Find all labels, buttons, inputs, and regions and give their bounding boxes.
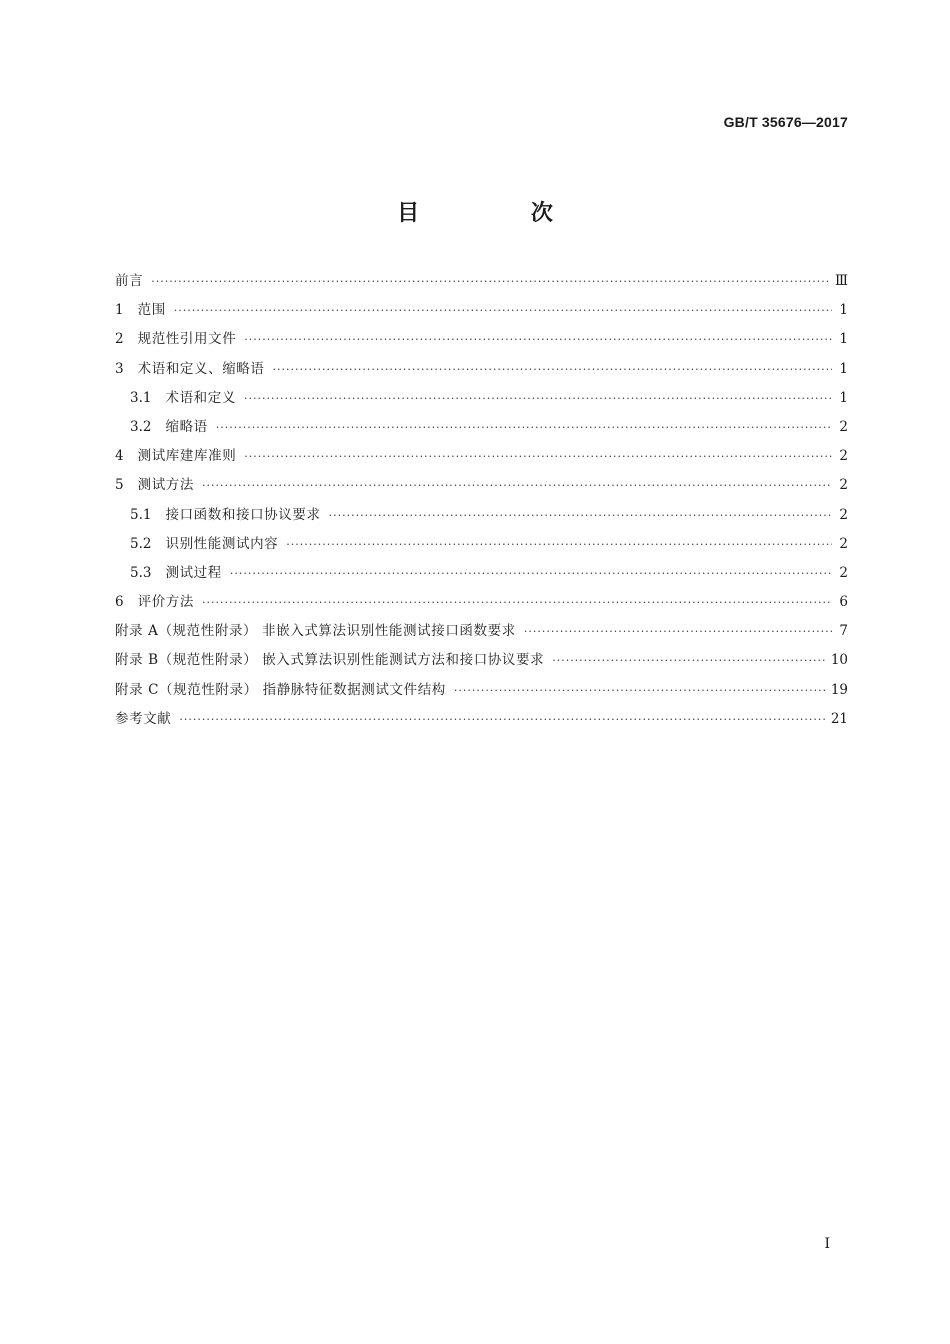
toc-entry-page: 1 xyxy=(839,389,848,406)
toc-entry-page: 2 xyxy=(839,448,848,465)
toc-entry[interactable] xyxy=(115,444,848,473)
toc-leader-dots xyxy=(174,304,832,317)
toc-entry-title: 缩略语 xyxy=(165,418,208,435)
toc-entry-number: 2 xyxy=(115,331,124,348)
toc-entry-number: 1 xyxy=(115,302,124,319)
toc-entry[interactable] xyxy=(115,386,848,415)
toc-entry-number: 5.2 xyxy=(130,535,152,552)
toc-entry[interactable] xyxy=(115,503,848,532)
toc-entry-page: 1 xyxy=(839,302,848,319)
toc-entry[interactable] xyxy=(115,327,848,356)
toc-entry[interactable] xyxy=(115,707,848,736)
toc-entry-page: 6 xyxy=(839,594,848,611)
toc-entry-title: 规范性引用文件 xyxy=(137,331,237,348)
toc-entry-number: 6 xyxy=(115,594,124,611)
table-of-contents xyxy=(115,269,848,736)
toc-leader-dots xyxy=(202,479,832,492)
toc-entry-title: 范围 xyxy=(137,302,166,319)
toc-entry-title: 测试库建库准则 xyxy=(137,448,237,465)
toc-leader-dots xyxy=(273,363,833,376)
toc-entry[interactable] xyxy=(115,532,848,561)
toc-entry-page: 10 xyxy=(830,652,848,669)
toc-entry[interactable] xyxy=(115,648,848,677)
toc-entry-title: 接口函数和接口协议要求 xyxy=(165,506,321,523)
toc-leader-dots xyxy=(286,538,832,551)
toc-leader-dots xyxy=(216,421,832,434)
toc-title: 目 次 xyxy=(397,201,605,226)
toc-leader-dots xyxy=(329,509,832,522)
toc-entry-page: 2 xyxy=(839,477,848,494)
toc-entry-title: 术语和定义 xyxy=(165,389,236,406)
toc-entry[interactable] xyxy=(115,590,848,619)
toc-leader-dots xyxy=(151,275,829,288)
toc-entry-number: 5 xyxy=(115,477,124,494)
toc-entry[interactable] xyxy=(115,357,848,386)
toc-leader-dots xyxy=(454,684,825,697)
toc-entry-title: 术语和定义、缩略语 xyxy=(137,360,265,377)
toc-leader-dots xyxy=(244,392,832,405)
toc-entry-title: 附录 C（规范性附录） 指静脉特征数据测试文件结构 xyxy=(115,681,446,698)
toc-leader-dots xyxy=(552,654,825,667)
toc-entry-number: 3 xyxy=(115,360,124,377)
toc-entry-page: Ⅲ xyxy=(834,273,848,289)
toc-entry-number: 3.2 xyxy=(130,418,152,435)
toc-entry-page: 21 xyxy=(830,710,848,727)
toc-entry-title: 测试方法 xyxy=(137,477,194,494)
toc-entry-title: 参考文献 xyxy=(115,710,172,727)
toc-entry-title: 测试过程 xyxy=(165,564,222,581)
toc-entry-number: 3.1 xyxy=(130,389,152,406)
toc-entry-page: 7 xyxy=(839,623,848,640)
toc-entry-page: 19 xyxy=(830,681,848,698)
toc-entry[interactable] xyxy=(115,269,848,298)
toc-leader-dots xyxy=(524,625,832,638)
toc-entry[interactable] xyxy=(115,619,848,648)
document-code: GB/T 35676—2017 xyxy=(723,114,848,130)
toc-entry-page: 2 xyxy=(839,506,848,523)
toc-leader-dots xyxy=(179,713,824,726)
toc-entry-number: 4 xyxy=(115,448,124,465)
toc-entry[interactable] xyxy=(115,561,848,590)
toc-entry-number: 5.3 xyxy=(130,564,152,581)
toc-entry[interactable] xyxy=(115,473,848,502)
toc-entry-title: 前言 xyxy=(115,273,144,289)
toc-entry[interactable] xyxy=(115,298,848,327)
page-number: I xyxy=(824,1236,830,1252)
toc-entry-page: 2 xyxy=(839,564,848,581)
toc-leader-dots xyxy=(244,333,832,346)
toc-entry[interactable] xyxy=(115,678,848,707)
toc-entry-page: 2 xyxy=(839,535,848,552)
toc-entry[interactable] xyxy=(115,415,848,444)
toc-entry-title: 识别性能测试内容 xyxy=(165,535,279,552)
toc-leader-dots xyxy=(244,450,832,463)
toc-entry-title: 附录 B（规范性附录） 嵌入式算法识别性能测试方法和接口协议要求 xyxy=(115,652,545,669)
toc-entry-title: 评价方法 xyxy=(137,594,194,611)
toc-entry-number: 5.1 xyxy=(130,506,152,523)
toc-entry-page: 2 xyxy=(839,418,848,435)
toc-entry-page: 1 xyxy=(839,360,848,377)
toc-leader-dots xyxy=(202,596,832,609)
toc-entry-title: 附录 A（规范性附录） 非嵌入式算法识别性能测试接口函数要求 xyxy=(115,623,516,640)
toc-entry-page: 1 xyxy=(839,331,848,348)
toc-leader-dots xyxy=(230,567,832,580)
